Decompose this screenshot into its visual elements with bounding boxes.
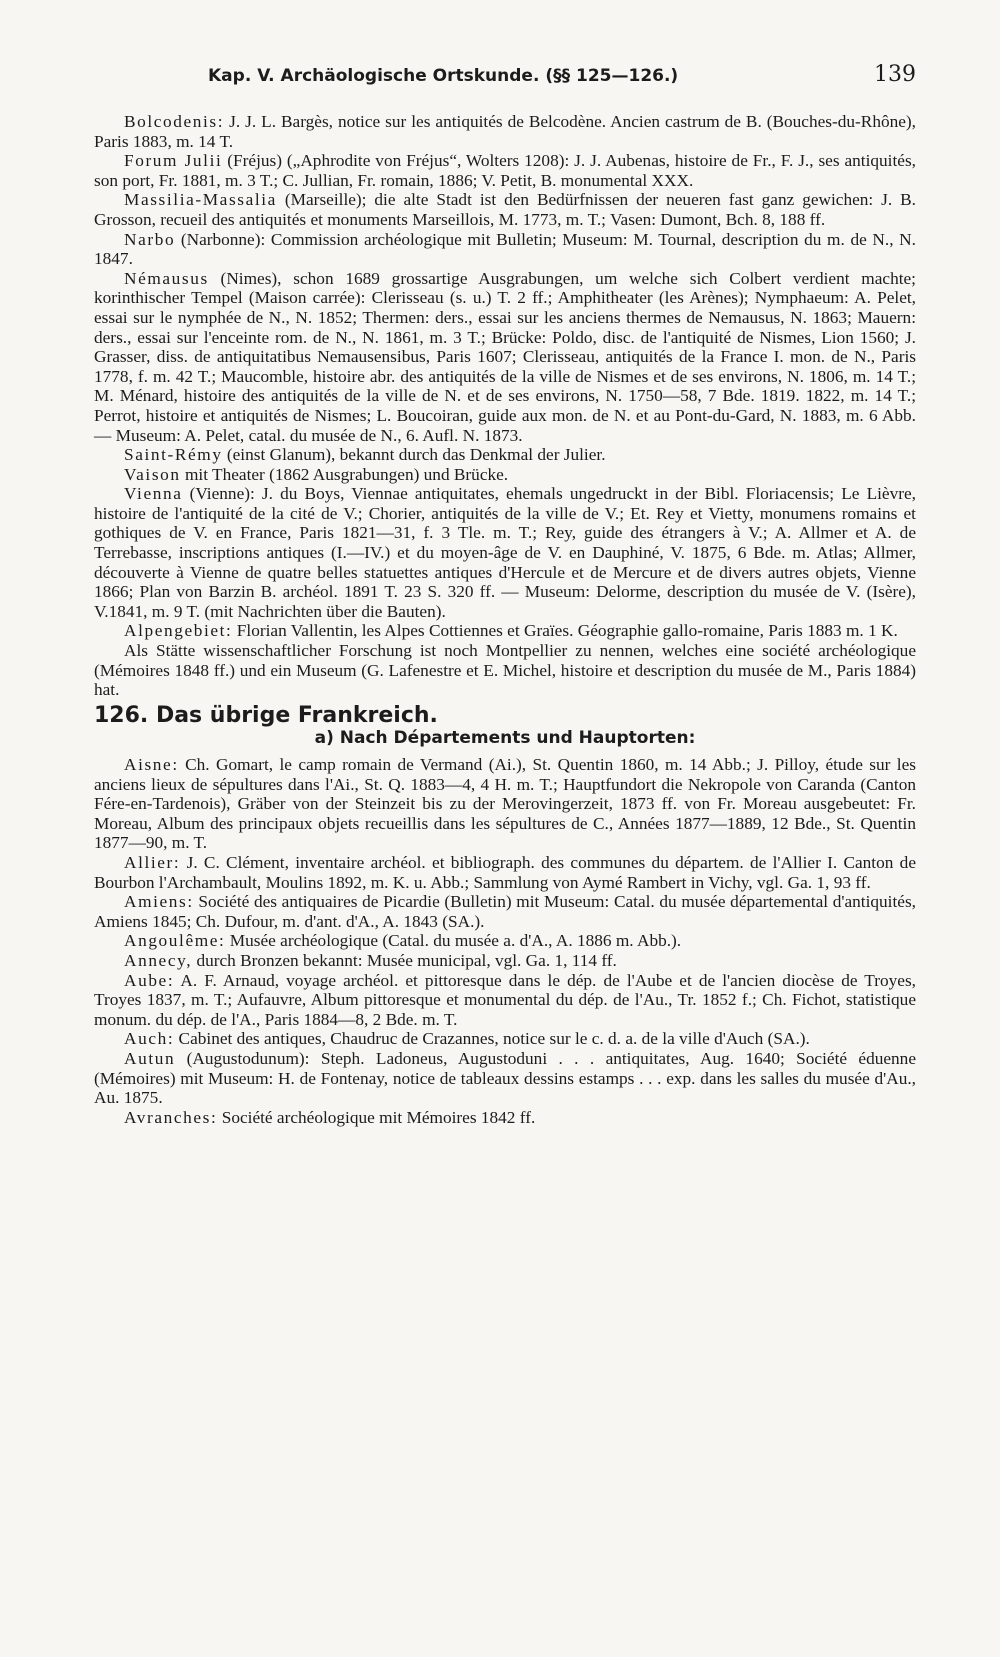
- entry-paragraph: [94, 641, 916, 700]
- entry-lead: Annecy,: [124, 950, 193, 970]
- entry-paragraph: [94, 230, 916, 269]
- entry-text: Société archéologique mit Mémoires 1842 ff.: [217, 1107, 536, 1127]
- entry-text: mit Theater (1862 Ausgrabungen) und Brücke.: [180, 464, 509, 484]
- entry-text: Als Stätte wissenschaftlicher Forschung ist noch Montpellier zu nennen, welches eine société archéologique (Mémoires 1848 ff.) und ein Museum (G. Lafenestre et E. Michel, histoire et description du musée de M., Paris 1884) hat.: [94, 641, 916, 700]
- entry-lead: Autun: [124, 1048, 176, 1068]
- entry-paragraph: [94, 1049, 916, 1108]
- entry-text: A. F. Arnaud, voyage archéol. et pittoresque dans le dép. de l'Aube et de l'ancien diocèse de Troyes, Troyes 1837, m. T.; Aufauvre, Album pittoresque et monumental du dép. de l'Au., Tr. 1852 f.; Ch. Fichot, statistique monum. du dép. de l'A., Paris 1884—8, 2 Bde. m. T.: [94, 970, 916, 1029]
- entry-paragraph: [94, 465, 916, 485]
- entry-paragraph: [94, 971, 916, 1030]
- entry-paragraph: [94, 151, 916, 190]
- section-heading: 126. Das übrige Frankreich.: [94, 702, 438, 728]
- entry-paragraph: [94, 1108, 916, 1128]
- page-number: 139: [874, 62, 916, 87]
- entry-lead: Allier:: [124, 852, 181, 872]
- entry-text: durch Bronzen bekannt: Musée municipal, vgl. Ga. 1, 114 ff.: [192, 950, 617, 970]
- entry-text: (Nimes), schon 1689 grossartige Ausgrabungen, um welche sich Colbert verdient machte; korinthischer Tempel (Maison carrée): Clerisseau (s. u.) T. 2 ff.; Amphitheater (les Arènes); Nymphaeum: A. Pelet, essai sur le nymphée de N., N. 1852; Thermen: ders., essai sur les anciens thermes de Nemausus, N. 1863; Mauern: ders., essai sur l'enceinte rom. de N., N. 1861, m. 3 T.; Brücke: Poldo, disc. de l'antiquité de Nismes, Lion 1560; J. Grasser, diss. de antiquitatibus Nemausensibus, Paris 1607; Clerisseau, antiquités de la France I. mon. de N., Paris 1778, f. m. 42 T.; Maucomble, histoire abr. des antiquités de la ville de Nismes et de ses environs, N. 1806, m. 14 T.; M. Ménard, histoire des antiquités de la ville de N. et de ses environs, N. 1750—58, 7 Bde. 1819. 1822, m. 14 T.; Perrot, histoire et antiquités de Nismes; L. Boucoiran, guide aux mon. de N. et au Pont-du-Gard, N. 1883, m. 6 Abb. — Museum: A. Pelet, catal. du musée de N., 6. Aufl. N. 1873.: [94, 268, 916, 445]
- entry-lead: Massilia-Massalia: [124, 190, 277, 210]
- entry-paragraph: [94, 484, 916, 621]
- entry-lead: Forum Julii: [124, 151, 223, 171]
- entry-lead: Vienna: [124, 484, 183, 504]
- entry-lead: Bolcodenis:: [124, 112, 225, 131]
- entry-paragraph: [94, 931, 916, 951]
- entry-text: Musée archéologique (Catal. du musée a. d'A., A. 1886 m. Abb.).: [225, 931, 682, 951]
- entry-lead: Amiens:: [124, 892, 194, 912]
- page-body: [94, 112, 916, 1127]
- entry-paragraph: [94, 112, 916, 151]
- entry-text: Cabinet des antiques, Chaudruc de Crazannes, notice sur le c. d. a. de la ville d'Auch (SA.).: [174, 1029, 810, 1049]
- entry-text: J. J. L. Bargès, notice sur les antiquités de Belcodène. Ancien castrum de B. (Bouches-du-Rhône), Paris 1883, m. 14 T.: [94, 112, 916, 151]
- entry-text: Société des antiquaires de Picardie (Bulletin) mit Museum: Catal. du musée départemental d'antiquités, Amiens 1845; Ch. Dufour, m. d'ant. d'A., A. 1843 (SA.).: [94, 892, 916, 931]
- entry-paragraph: [94, 1029, 916, 1049]
- entry-lead: Narbo: [124, 229, 176, 249]
- header-title: Kap. V. Archäologische Ortskunde. (§§ 125—126.): [208, 66, 679, 86]
- entry-text: Ch. Gomart, le camp romain de Vermand (Ai.), St. Quentin 1860, m. 14 Abb.; J. Pilloy, étude sur les anciens lieux de sépultures dans l'Ai., St. Q. 1883—4, 4 H. m. T.; Hauptfundort die Nekropole von Caranda (Canton Fére-en-Tardenois), Gräber von der Steinzeit bis zu der Merovingerzeit, 1873 ff. von Fr. Moreau ausgebeutet: Fr. Moreau, Album des principaux objets recueillis dans les sépultures de C., Années 1877—1889, 12 Bde., St. Quentin 1877—90, m. T.: [94, 755, 916, 853]
- entry-text: (Augustodunum): Steph. Ladoneus, Augustoduni . . . antiquitates, Aug. 1640; Société éduenne (Mémoires) mit Museum: H. de Fontenay, notice de tableaux dessins estamps . . . exp. dans les salles du musée d'Au., Au. 1875.: [94, 1048, 916, 1108]
- entry-paragraph: [94, 269, 916, 445]
- entry-text: J. C. Clément, inventaire archéol. et bibliograph. des communes du départem. de l'Allier I. Canton de Bourbon l'Archambault, Moulins 1892, m. K. u. Abb.; Sammlung von Aymé Rambert in Vichy, vgl. Ga. 1, 93 ff.: [94, 852, 916, 892]
- entry-lead: Saint-Rémy: [124, 445, 223, 465]
- entry-paragraph: [94, 445, 916, 465]
- running-header: [208, 62, 916, 92]
- entry-lead: Avranches:: [124, 1107, 218, 1127]
- entry-lead: Aube:: [124, 970, 175, 990]
- entry-text: (Narbonne): Commission archéologique mit Bulletin; Museum: M. Tournal, description du m. de N., N. 1847.: [94, 229, 916, 269]
- entry-lead: Vaison: [124, 464, 181, 484]
- entry-paragraph: [94, 621, 916, 641]
- entry-text: (Fréjus) („Aphrodite von Fréjus“, Wolters 1208): J. J. Aubenas, histoire de Fr., F. J., ses antiquités, son port, Fr. 1881, m. 3 T.; C. Jullian, Fr. romain, 1886; V. Petit, B. monumental XXX.: [94, 151, 917, 190]
- entry-paragraph: [94, 755, 916, 853]
- entry-paragraph: [94, 190, 916, 229]
- entry-lead: Némausus: [124, 268, 209, 288]
- entry-text: (Marseille); die alte Stadt ist den Bedürfnissen der neueren fast ganz gewichen: J. B. Grosson, recueil des antiquités et monuments Marseillois, M. 1773, m. T.; Vasen: Dumont, Bch. 8, 188 ff.: [94, 190, 916, 229]
- entry-paragraph: [94, 951, 916, 971]
- entry-paragraph: [94, 892, 916, 931]
- entry-lead: Alpengebiet:: [124, 621, 233, 641]
- entry-paragraph: [94, 853, 916, 892]
- entry-lead: Angoulême:: [124, 931, 226, 951]
- subsection-heading: a) Nach Départements und Hauptorten:: [314, 728, 696, 749]
- entry-lead: Auch:: [124, 1029, 175, 1049]
- entry-lead: Aisne:: [124, 755, 179, 774]
- entry-text: (einst Glanum), bekannt durch das Denkmal der Julier.: [222, 445, 606, 465]
- entry-text: (Vienne): J. du Boys, Viennae antiquitates, ehemals ungedruckt in der Bibl. Floriacensis; Le Lièvre, histoire de l'antiquité de la cité de V.; Chorier, antiquités de la ville de V.; Et. Rey et Vietty, monumens romains et gothiques de V. en France, Paris 1821—31, f. 3 Tle. m. T.; Rey, guide des étrangers à V.; A. Allmer et A. de Terrebasse, inscriptions antiques (I.—IV.) et du moyen-âge de V. en Dauphiné, V. 1875, 6 Bde. m. Atlas; Allmer, découverte à Vienne de quatre belles statuettes antiques d'Hercule et de Mercure et de divers autres objets, Vienne 1866; Plan von Barzin B. archéol. 1891 T. 23 S. 320 ff. — Museum: Delorme, description du musée de V. (Isère), V.1841, m. 9 T. (mit Nachrichten über die Bauten).: [94, 484, 916, 621]
- entry-text: Florian Vallentin, les Alpes Cottiennes et Graïes. Géographie gallo-romaine, Paris 1883 m. 1 K.: [232, 621, 898, 641]
